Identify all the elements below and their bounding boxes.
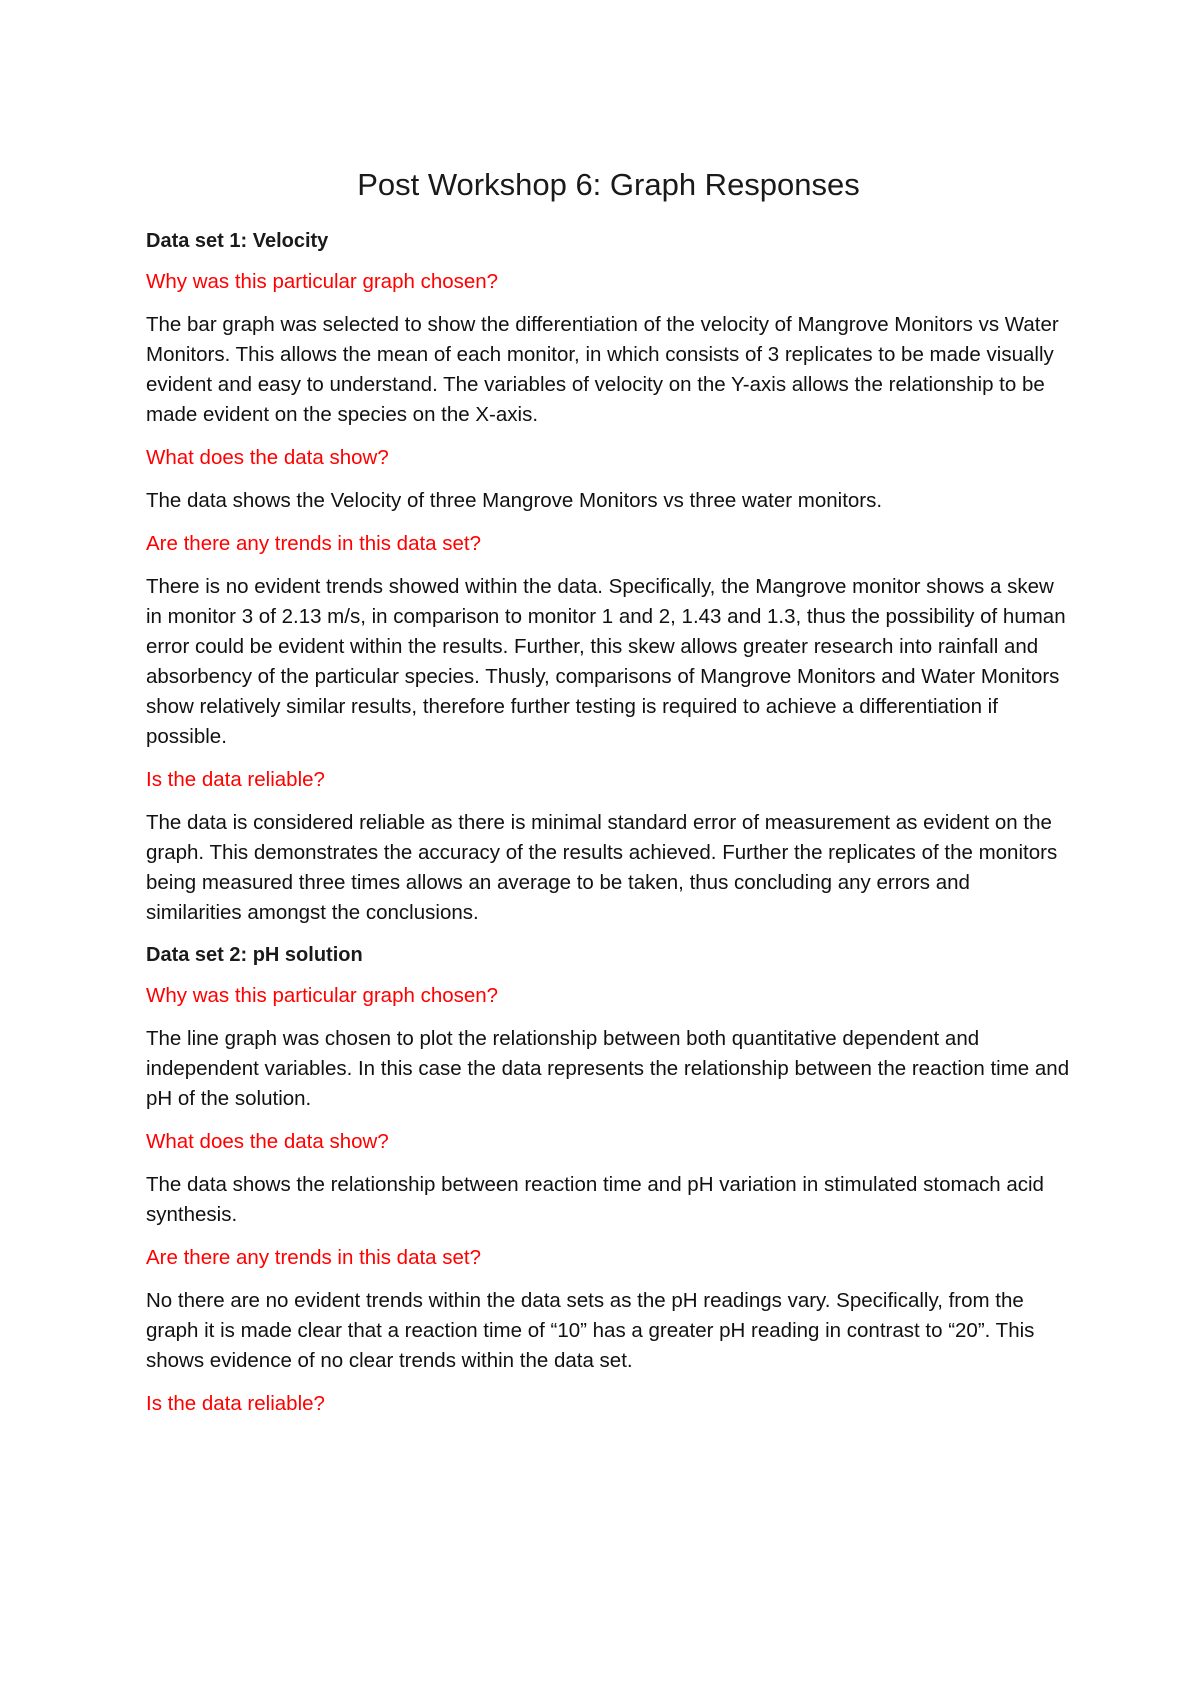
answer-paragraph: The bar graph was selected to show the differentiation of the velocity of Mangrove Monitors vs Water Monitors. This allows the mean of each monitor, in which consists of 3 replicates to be made visually evident and easy to understand. The variables of velocity on the Y-axis allows the relationship to be made evident on the species on the X-axis. <box>146 313 1059 426</box>
question-heading: What does the data show? <box>146 1130 389 1153</box>
question-heading: What does the data show? <box>146 446 389 469</box>
section-heading: Data set 1: Velocity <box>146 230 329 252</box>
section-ph-solution <box>146 942 1071 1418</box>
question-heading: Is the data reliable? <box>146 1392 325 1415</box>
answer-paragraph: The data shows the Velocity of three Mangrove Monitors vs three water monitors. <box>146 489 883 512</box>
question-heading: Are there any trends in this data set? <box>146 532 482 555</box>
question-heading: Why was this particular graph chosen? <box>146 270 499 293</box>
question-heading: Are there any trends in this data set? <box>146 1246 482 1269</box>
answer-paragraph: The line graph was chosen to plot the relationship between both quantitative dependent and independent variables. In this case the data represents the relationship between the reaction time and pH of the solution. <box>146 1027 1070 1110</box>
answer-paragraph: There is no evident trends showed within the data. Specifically, the Mangrove monitor shows a skew in monitor 3 of 2.13 m/s, in comparison to monitor 1 and 2, 1.43 and 1.3, thus the possibility of human error could be evident within the results. Further, this skew allows greater research into rainfall and absorbency of the particular species. Thusly, comparisons of Mangrove Monitors and Water Monitors show relatively similar results, therefore further testing is required to achieve a differentiation if possible. <box>146 575 1066 748</box>
section-heading: Data set 2: pH solution <box>146 944 363 966</box>
question-heading: Why was this particular graph chosen? <box>146 984 499 1007</box>
answer-paragraph: The data shows the relationship between reaction time and pH variation in stimulated stomach acid synthesis. <box>146 1173 1044 1226</box>
document-content <box>146 166 1071 1432</box>
question-heading: Is the data reliable? <box>146 768 325 791</box>
answer-paragraph: No there are no evident trends within the data sets as the pH readings vary. Specifically, from the graph it is made clear that a reaction time of “10” has a greater pH reading in contrast to “20”. This shows evidence of no clear trends within the data set. <box>146 1289 1035 1372</box>
document-title: Post Workshop 6: Graph Responses <box>357 167 860 202</box>
section-velocity <box>146 228 1071 928</box>
answer-paragraph: The data is considered reliable as there is minimal standard error of measurement as evident on the graph. This demonstrates the accuracy of the results achieved. Further the replicates of the monitors being measured three times allows an average to be taken, thus concluding any errors and similarities amongst the conclusions. <box>146 811 1058 924</box>
